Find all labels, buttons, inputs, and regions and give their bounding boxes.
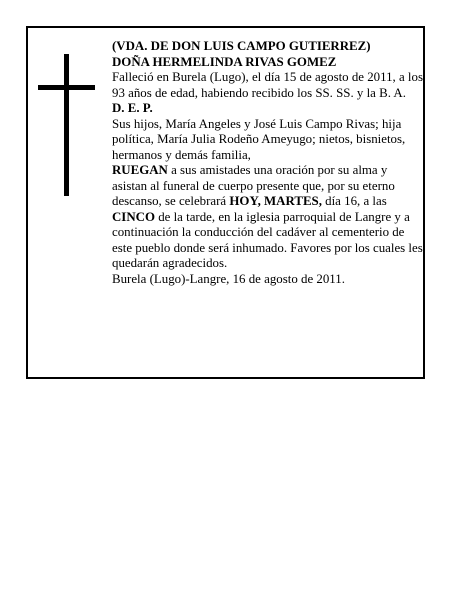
request-verb: RUEGAN: [112, 163, 168, 177]
request-text-3: de la tarde, en la iglesia parroquial de Langre y a continuación la conducción del cadáver al cementerio de este pueblo donde será inhumado. Favores por los cuales les quedarán agradecidos.: [112, 209, 423, 270]
obituary-text: [112, 39, 424, 287]
request-text-1: a sus amistades una oración por su alma y asistan al funeral de cuerpo presente que, por su eterno descanso, se celebrará: [112, 163, 395, 208]
rest-in-peace: D. E. P.: [112, 101, 153, 115]
place-and-date: Burela (Lugo)-Langre, 16 de agosto de 2011.: [112, 271, 345, 286]
death-details: Falleció en Burela (Lugo), el día 15 de agosto de 2011, a los 93 años de edad, habiendo recibido los SS. SS. y la B. A.: [112, 70, 423, 100]
funeral-hour: CINCO: [112, 209, 155, 224]
family-list: Sus hijos, María Angeles y José Luis Campo Rivas; hija política, María Julia Rodeño Ameyugo; nietos, bisnietos, hermanos y demás familia,: [112, 116, 406, 162]
request-text-2: día 16, a las: [321, 194, 387, 208]
funeral-day: HOY, MARTES,: [229, 194, 322, 208]
cross-vertical-bar: [64, 54, 69, 196]
widow-header: (VDA. DE DON LUIS CAMPO GUTIERREZ): [112, 39, 371, 53]
cross-horizontal-bar: [38, 85, 95, 90]
funeral-request: [112, 163, 424, 272]
deceased-name: DOÑA HERMELINDA RIVAS GOMEZ: [112, 54, 337, 69]
